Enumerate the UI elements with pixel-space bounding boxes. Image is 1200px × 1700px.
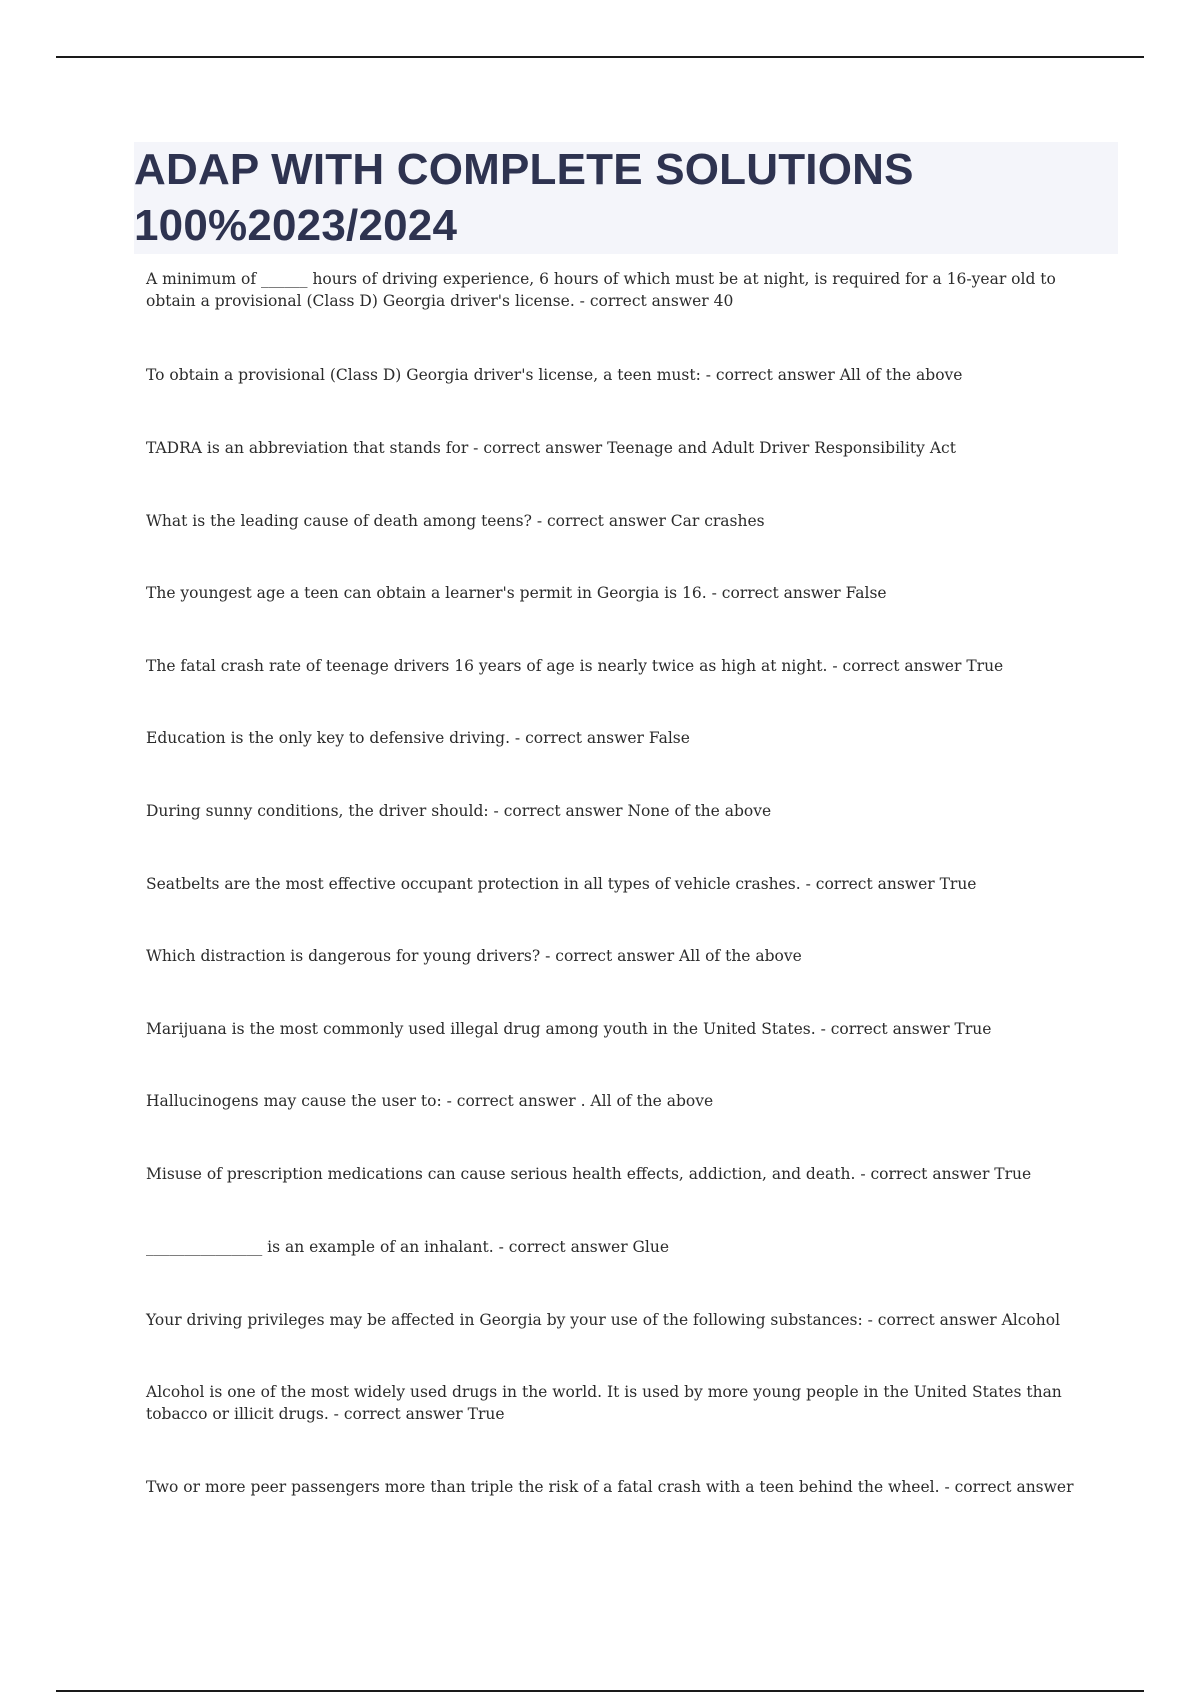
qa-item: Alcohol is one of the most widely used drugs in the world. It is used by more young people in the United States than tobacco or illicit drugs. - correct answer True [146,1383,1062,1423]
title-block [134,142,1118,254]
title-line-2: 100%2023/2024 [134,201,458,250]
qa-item: Education is the only key to defensive driving. - correct answer False [146,729,690,747]
qa-item: To obtain a provisional (Class D) Georgia driver's license, a teen must: - correct answer All of the above [146,366,963,384]
qa-item: Marijuana is the most commonly used illegal drug among youth in the United States. - correct answer True [146,1020,992,1038]
qa-item: A minimum of ______ hours of driving experience, 6 hours of which must be at night, is required for a 16-year old to obtain a provisional (Class D) Georgia driver's license. - correct answer 40 [146,270,1056,310]
qa-item: The youngest age a teen can obtain a learner's permit in Georgia is 16. - correct answer False [146,584,887,602]
top-rule [56,56,1144,58]
qa-item: Hallucinogens may cause the user to: - correct answer . All of the above [146,1092,714,1110]
bottom-rule [56,1690,1144,1692]
qa-item: _______________ is an example of an inhalant. - correct answer Glue [146,1238,670,1256]
qa-item: The fatal crash rate of teenage drivers 16 years of age is nearly twice as high at night. - correct answer True [146,657,1004,675]
qa-item: TADRA is an abbreviation that stands for - correct answer Teenage and Adult Driver Responsibility Act [146,439,956,457]
qa-item: Misuse of prescription medications can cause serious health effects, addiction, and death. - correct answer True [146,1165,1032,1183]
qa-item: Which distraction is dangerous for young drivers? - correct answer All of the above [146,947,802,965]
qa-item: What is the leading cause of death among teens? - correct answer Car crashes [146,512,765,530]
title-line-1: ADAP WITH COMPLETE SOLUTIONS [134,145,914,194]
document-title [134,142,1118,254]
qa-item: During sunny conditions, the driver should: - correct answer None of the above [146,802,772,820]
qa-item: Your driving privileges may be affected in Georgia by your use of the following substances: - correct answer Alcohol [146,1311,1061,1329]
qa-item: Two or more peer passengers more than triple the risk of a fatal crash with a teen behind the wheel. - correct answer [146,1478,1074,1496]
qa-item: Seatbelts are the most effective occupant protection in all types of vehicle crashes. - correct answer True [146,875,977,893]
